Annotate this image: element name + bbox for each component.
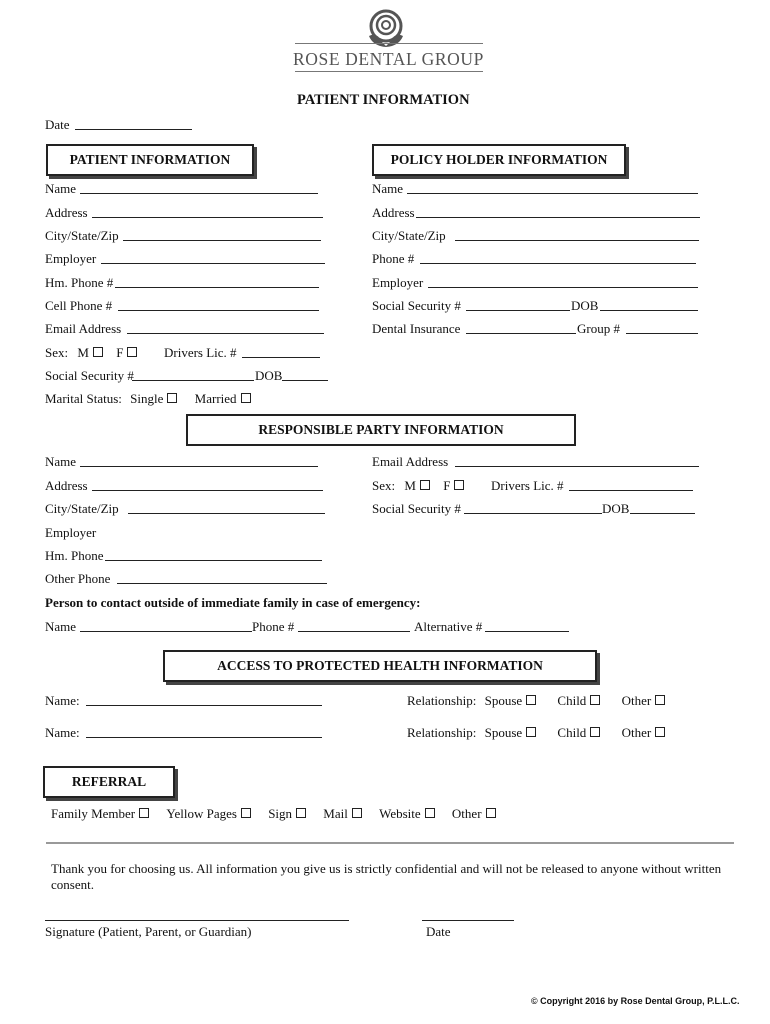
divider xyxy=(46,842,734,844)
emergency-phone-field[interactable] xyxy=(298,631,410,632)
patient-ssn-label: Social Security # xyxy=(45,368,134,383)
resp-sex-label: Sex: xyxy=(372,478,396,493)
resp-drivers-label: Drivers Lic. # xyxy=(491,478,564,493)
patient-drivers-label: Drivers Lic. # xyxy=(164,345,237,360)
child-checkbox[interactable] xyxy=(590,695,600,705)
emergency-alt-field[interactable] xyxy=(485,631,569,632)
confidential-text: Thank you for choosing us. All information you give us is strictly confidential and will not be released to anyone without written consent. xyxy=(51,861,722,892)
brand-name: ROSE DENTAL GROUP xyxy=(293,49,484,69)
patient-email-field[interactable] xyxy=(127,333,324,334)
resp-email-label: Email Address xyxy=(372,454,449,469)
referral-mail: Mail xyxy=(323,806,348,821)
signature-date-label: Date xyxy=(426,924,451,939)
patient-employer-label: Employer xyxy=(45,251,97,266)
resp-dob-label: DOB xyxy=(602,501,630,516)
marital-row xyxy=(45,391,251,407)
resp-dob-field[interactable] xyxy=(630,513,695,514)
policy-name-field[interactable] xyxy=(407,193,698,194)
patient-name-label: Name xyxy=(45,181,77,196)
resp-name-label: Name xyxy=(45,454,77,469)
sex-f-checkbox[interactable] xyxy=(127,347,137,357)
spouse-label: Spouse xyxy=(484,725,523,740)
patient-sex-row xyxy=(45,345,137,361)
referral-website-checkbox[interactable] xyxy=(425,808,435,818)
resp-other-phone-field[interactable] xyxy=(117,583,327,584)
policy-dob-label: DOB xyxy=(571,298,599,313)
access-name-field-1[interactable] xyxy=(86,705,322,706)
referral-mail-checkbox[interactable] xyxy=(352,808,362,818)
access-section-header: ACCESS TO PROTECTED HEALTH INFORMATION xyxy=(163,650,597,682)
referral-yellow-pages: Yellow Pages xyxy=(166,806,237,821)
patient-section-header: PATIENT INFORMATION xyxy=(46,144,254,176)
resp-city-label: City/State/Zip xyxy=(45,501,119,516)
child-checkbox[interactable] xyxy=(590,727,600,737)
patient-city-field[interactable] xyxy=(123,240,321,241)
spouse-label: Spouse xyxy=(484,693,523,708)
resp-city-field[interactable] xyxy=(128,513,325,514)
access-name-field-2[interactable] xyxy=(86,737,322,738)
resp-name-field[interactable] xyxy=(80,466,318,467)
other-checkbox[interactable] xyxy=(655,695,665,705)
referral-family-checkbox[interactable] xyxy=(139,808,149,818)
access-relationship-row-2 xyxy=(407,725,665,741)
resp-sex-f-label: F xyxy=(443,478,451,493)
emergency-name-field[interactable] xyxy=(80,631,252,632)
resp-employer-label: Employer xyxy=(45,525,97,540)
patient-address-label: Address xyxy=(45,205,88,220)
access-name-label-1: Name: xyxy=(45,693,80,708)
signature-field[interactable] xyxy=(45,920,349,921)
patient-name-field[interactable] xyxy=(80,193,318,194)
child-label: Child xyxy=(557,693,587,708)
single-checkbox[interactable] xyxy=(167,393,177,403)
policy-phone-field[interactable] xyxy=(420,263,696,264)
referral-website: Website xyxy=(379,806,421,821)
patient-hm-phone-label: Hm. Phone # xyxy=(45,275,114,290)
referral-options xyxy=(51,806,496,822)
patient-dob-field[interactable] xyxy=(282,380,328,381)
emergency-alt-label: Alternative # xyxy=(414,619,483,634)
resp-other-phone-label: Other Phone xyxy=(45,571,111,586)
access-name-label-2: Name: xyxy=(45,725,80,740)
emergency-name-label: Name xyxy=(45,619,77,634)
resp-ssn-label: Social Security # xyxy=(372,501,461,516)
page-title: PATIENT INFORMATION xyxy=(297,92,470,108)
patient-employer-field[interactable] xyxy=(101,263,325,264)
resp-ssn-field[interactable] xyxy=(464,513,602,514)
policy-dob-field[interactable] xyxy=(600,310,698,311)
patient-city-label: City/State/Zip xyxy=(45,228,119,243)
policy-phone-label: Phone # xyxy=(372,251,415,266)
single-label: Single xyxy=(130,391,164,406)
policy-address-label: Address xyxy=(372,205,415,220)
referral-sign-checkbox[interactable] xyxy=(296,808,306,818)
policy-insurance-label: Dental Insurance xyxy=(372,321,461,336)
sex-f-label: F xyxy=(116,345,124,360)
policy-employer-field[interactable] xyxy=(428,287,698,288)
date-field[interactable] xyxy=(75,129,192,130)
policy-city-label: City/State/Zip xyxy=(372,228,446,243)
policy-section-header: POLICY HOLDER INFORMATION xyxy=(372,144,626,176)
policy-employer-label: Employer xyxy=(372,275,424,290)
sex-m-label: M xyxy=(77,345,89,360)
signature-date-field[interactable] xyxy=(422,920,514,921)
resp-drivers-field[interactable] xyxy=(569,490,693,491)
copyright: © Copyright 2016 by Rose Dental Group, P.L.L.C. xyxy=(531,996,740,1006)
policy-group-field[interactable] xyxy=(626,333,698,334)
resp-sex-f-checkbox[interactable] xyxy=(454,480,464,490)
patient-drivers-field[interactable] xyxy=(242,357,320,358)
referral-section-header: REFERRAL xyxy=(43,766,175,798)
resp-email-field[interactable] xyxy=(455,466,699,467)
relationship-label: Relationship: xyxy=(407,725,477,740)
rose-logo-icon xyxy=(363,8,409,48)
policy-insurance-field[interactable] xyxy=(466,333,576,334)
access-relationship-row-1 xyxy=(407,693,665,709)
referral-sign: Sign xyxy=(268,806,293,821)
patient-cell-phone-field[interactable] xyxy=(118,310,319,311)
responsible-section-header: RESPONSIBLE PARTY INFORMATION xyxy=(186,414,576,446)
policy-name-label: Name xyxy=(372,181,404,196)
spouse-checkbox[interactable] xyxy=(526,727,536,737)
child-label: Child xyxy=(557,725,587,740)
referral-family: Family Member xyxy=(51,806,136,821)
emergency-phone-label: Phone # xyxy=(252,619,295,634)
resp-sex-m-checkbox[interactable] xyxy=(420,480,430,490)
signature-label: Signature (Patient, Parent, or Guardian) xyxy=(45,924,252,939)
other-label: Other xyxy=(621,693,652,708)
spouse-checkbox[interactable] xyxy=(526,695,536,705)
other-label: Other xyxy=(621,725,652,740)
resp-address-field[interactable] xyxy=(92,490,323,491)
patient-hm-phone-field[interactable] xyxy=(115,287,319,288)
patient-cell-phone-label: Cell Phone # xyxy=(45,298,113,313)
relationship-label: Relationship: xyxy=(407,693,477,708)
resp-hm-phone-field[interactable] xyxy=(105,560,322,561)
date-label: Date xyxy=(45,117,70,132)
resp-address-label: Address xyxy=(45,478,88,493)
resp-sex-m-label: M xyxy=(404,478,416,493)
policy-address-field[interactable] xyxy=(416,217,700,218)
resp-hm-phone-label: Hm. Phone xyxy=(45,548,104,563)
other-checkbox[interactable] xyxy=(655,727,665,737)
referral-other-checkbox[interactable] xyxy=(486,808,496,818)
resp-sex-row xyxy=(372,478,464,494)
referral-other: Other xyxy=(451,806,482,821)
referral-yellow-pages-checkbox[interactable] xyxy=(241,808,251,818)
policy-city-field[interactable] xyxy=(455,240,699,241)
policy-group-label: Group # xyxy=(577,321,620,336)
policy-ssn-label: Social Security # xyxy=(372,298,461,313)
policy-ssn-field[interactable] xyxy=(466,310,570,311)
marital-label: Marital Status: xyxy=(45,391,122,406)
patient-dob-label: DOB xyxy=(255,368,283,383)
patient-email-label: Email Address xyxy=(45,321,122,336)
married-label: Married xyxy=(194,391,237,406)
married-checkbox[interactable] xyxy=(241,393,251,403)
sex-m-checkbox[interactable] xyxy=(93,347,103,357)
patient-ssn-field[interactable] xyxy=(132,380,254,381)
sex-label: Sex: xyxy=(45,345,69,360)
emergency-heading: Person to contact outside of immediate family in case of emergency: xyxy=(45,595,421,610)
patient-address-field[interactable] xyxy=(92,217,323,218)
